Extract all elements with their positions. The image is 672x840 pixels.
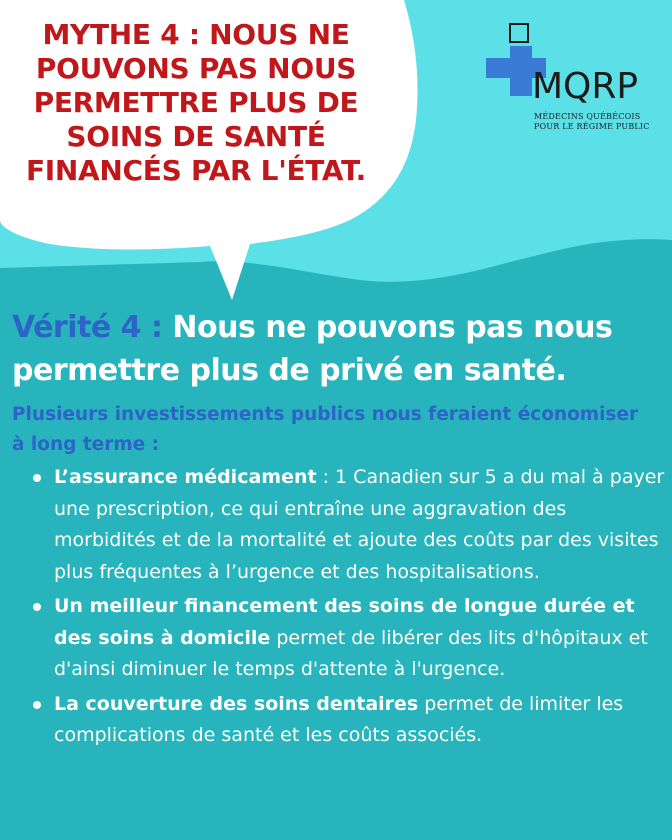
list-item-title: Un meilleur financement des soins de longue durée et des soins à domicile [54,595,635,649]
bullet-icon [33,603,41,611]
list-item [28,462,668,588]
intro-text: Plusieurs investissements publics nous feraient économiser à long terme : [12,404,639,455]
list-item-title: La couverture des soins dentaires [54,692,419,715]
list-item-text: permet de limiter les complications de santé et les coûts associés. [54,692,624,746]
list-item-text: : 1 Canadien sur 5 a du mal à payer une prescription, ce qui entraîne une aggravation des morbidités et de la mortalité et ajoute des coûts par des visites plus fréquentes à l’urgence et des hospitalisations. [54,466,665,583]
list-item [28,689,668,752]
list-item [28,591,668,686]
list-item-text: permet de libérer des lits d'hôpitaux et d'ainsi diminuer le temps d'attente à l'urgence. [54,626,648,680]
logo-subtitle-1: MÉDECINS QUÉBÉCOIS [534,112,641,121]
myth-line: SOINS DE SANTÉ [66,120,326,153]
bullet-icon [33,701,41,709]
logo-subtitle-2: POUR LE RÉGIME PUBLIC [534,122,650,131]
myth-line: MYTHE 4 : NOUS NE [42,18,350,51]
bullet-icon [33,474,41,482]
myth-heading [0,18,392,188]
truth-text: Nous ne pouvons pas nous permettre plus de privé en santé. [12,310,613,388]
list-item-title: L’assurance médicament [54,466,317,488]
myth-line: PERMETTRE PLUS DE [33,86,359,119]
benefits-list [28,462,668,755]
mqrp-logo [486,22,656,142]
truth-label: Vérité 4 : [12,310,173,345]
logo-abbreviation: MQRP [532,66,639,107]
myth-line: FINANCÉS PAR L'ÉTAT. [25,154,367,187]
truth-heading [12,306,668,392]
myth-line: POUVONS PAS NOUS [35,52,357,85]
